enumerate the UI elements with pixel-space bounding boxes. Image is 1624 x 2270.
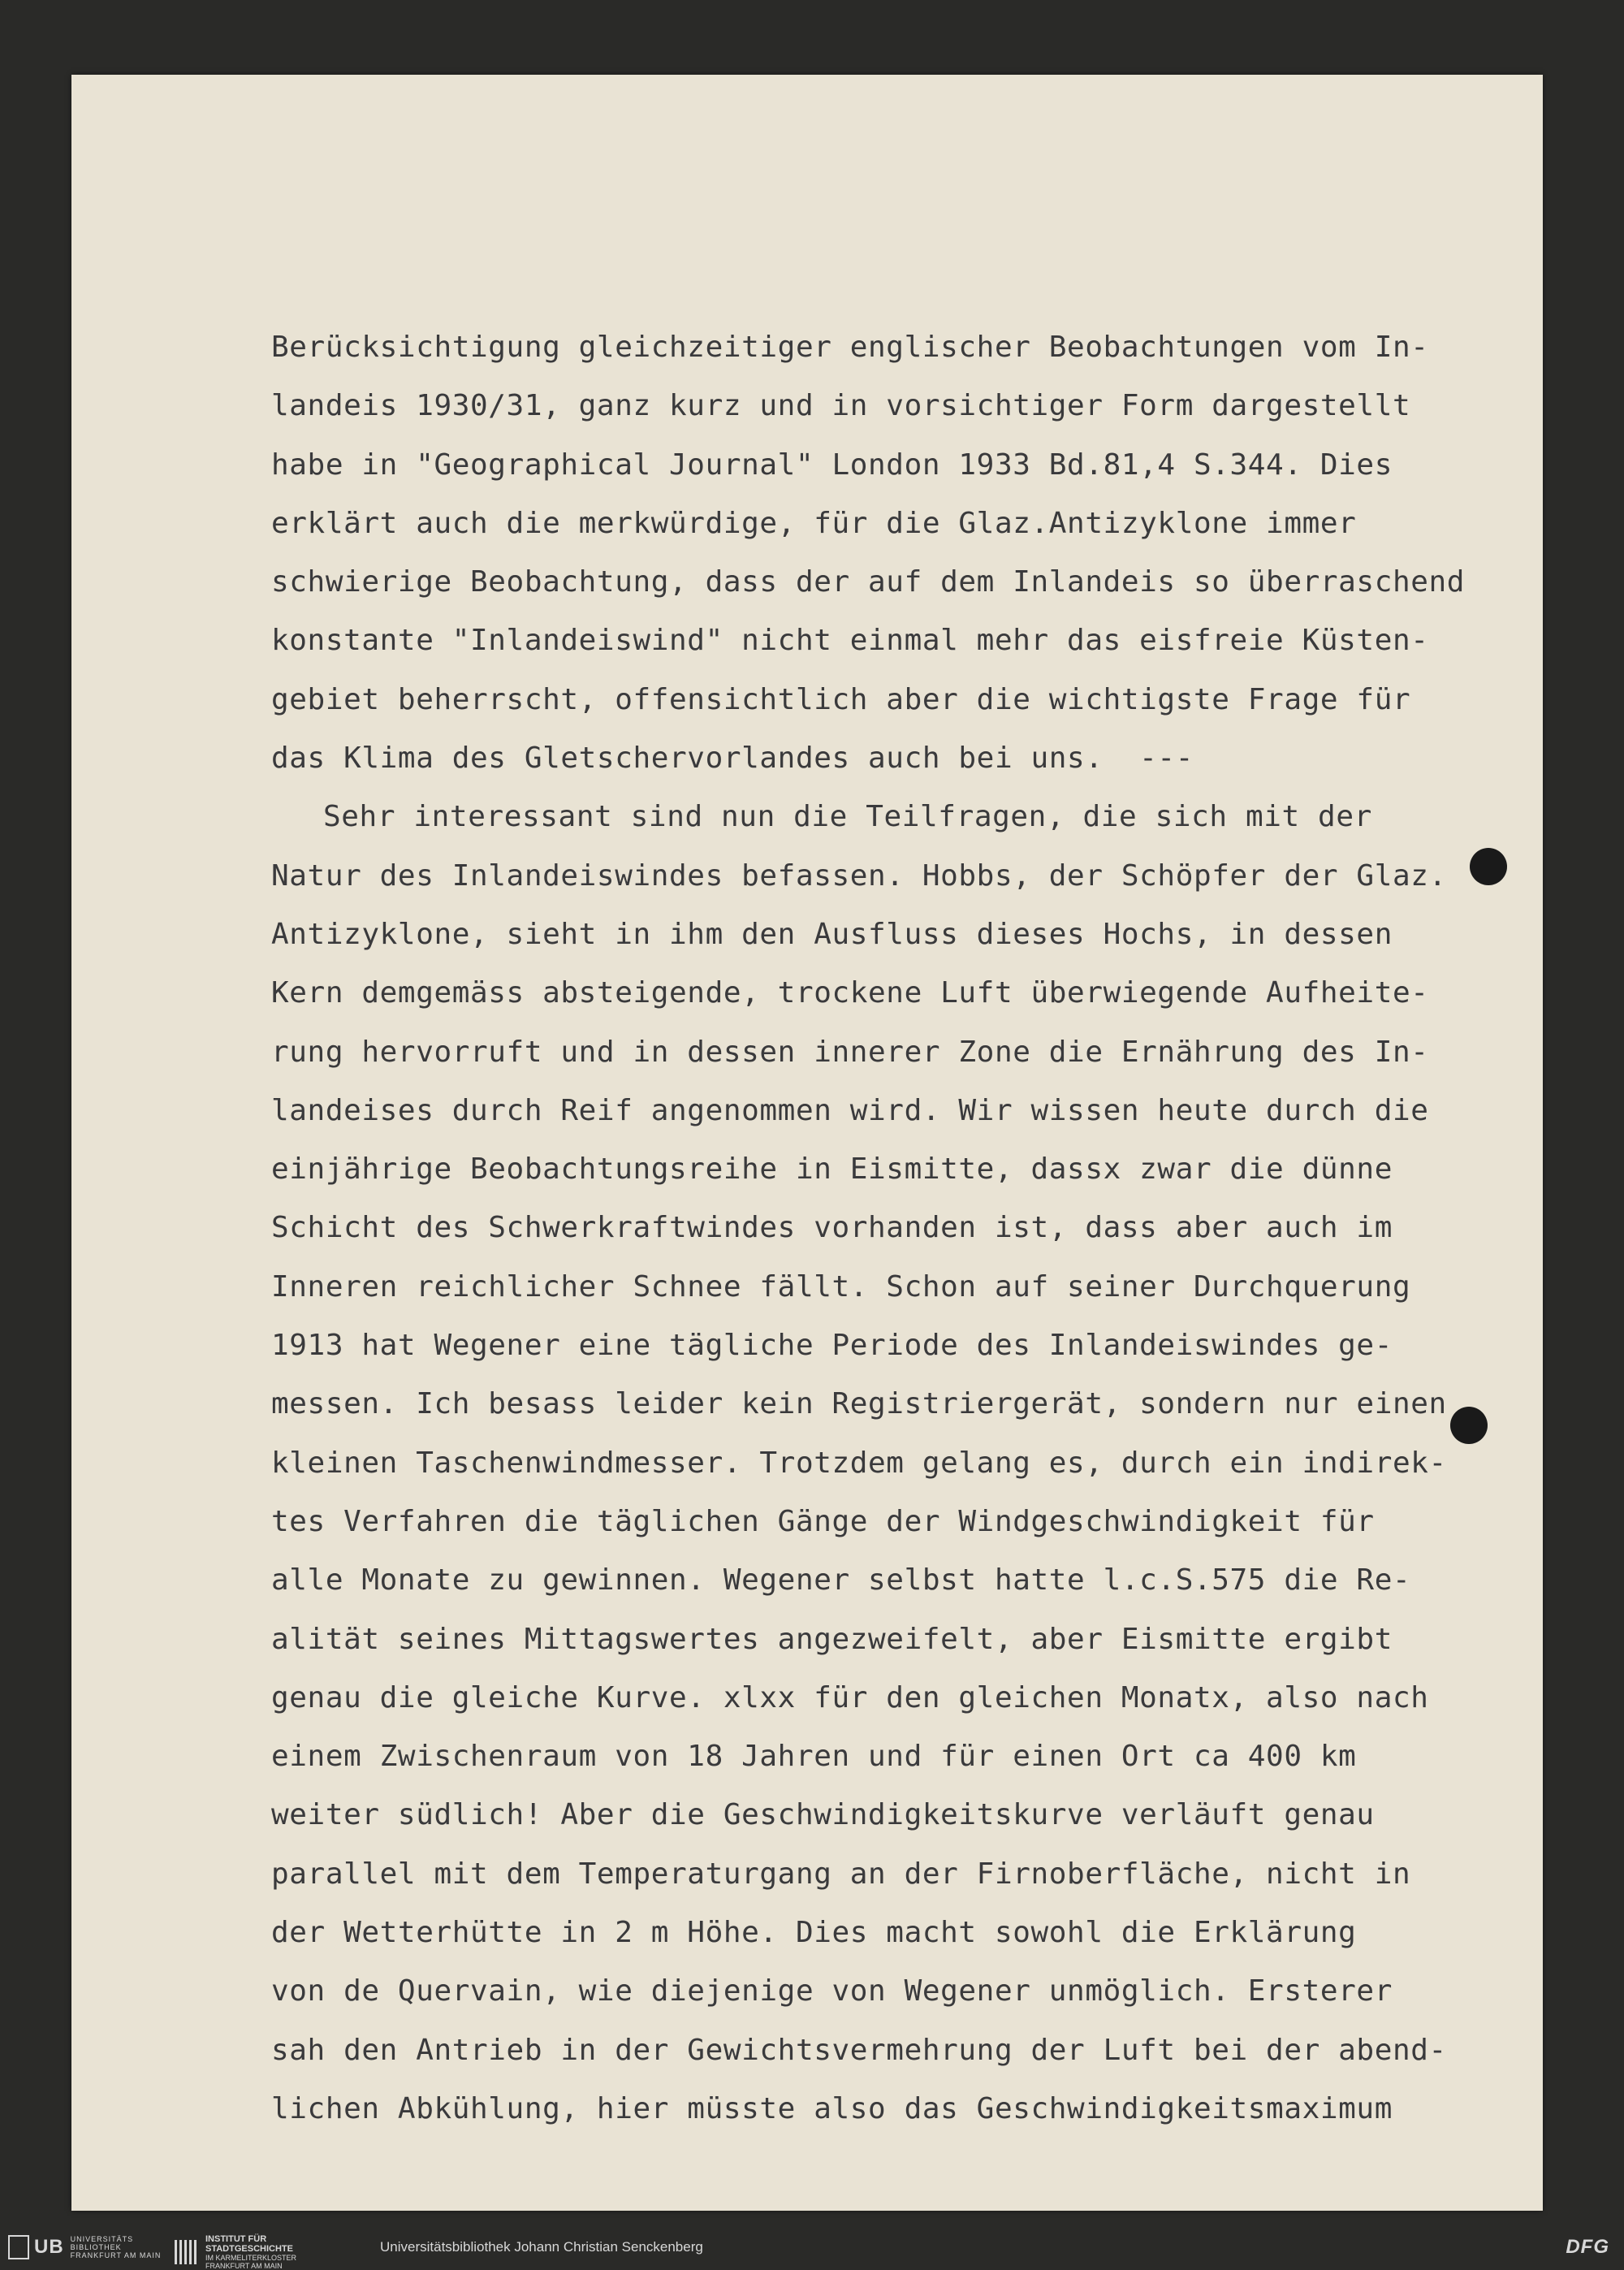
text-line: einem Zwischenraum von 18 Jahren und für einen Ort ca 400 km — [271, 1740, 1357, 1774]
text-line: 1913 hat Wegener eine tägliche Periode des Inlandeiswindes ge- — [271, 1329, 1393, 1363]
typed-text-body — [271, 318, 1538, 2138]
text-line: Natur des Inlandeiswindes befassen. Hobbs, der Schöpfer der Glaz. — [271, 858, 1447, 893]
ifs-text — [205, 2234, 296, 2270]
text-line: landeis 1930/31, ganz kurz und in vorsichtiger Form dargestellt — [271, 389, 1411, 423]
text-line: landeises durch Reif angenommen wird. Wir wissen heute durch die — [271, 1093, 1429, 1127]
ub-line: BIBLIOTHEK — [70, 2243, 122, 2251]
text-line: Inneren reichlicher Schnee fällt. Schon auf seiner Durchquerung — [271, 1269, 1411, 1304]
library-name: Universitätsbibliothek Johann Christian Senckenberg — [380, 2239, 703, 2255]
text-line: genau die gleiche Kurve. xlxx für den gleichen Monatx, also nach — [271, 1680, 1429, 1714]
text-line: das Klima des Gletschervorlandes auch bei uns. --- — [271, 742, 1194, 776]
text-line: Berücksichtigung gleichzeitiger englischer Beobachtungen vom In- — [271, 331, 1429, 364]
text-line: Schicht des Schwerkraftwindes vorhanden ist, dass aber auch im — [271, 1211, 1393, 1245]
ub-letters: UB — [34, 2236, 64, 2258]
text-line: Kern demgemäss absteigende, trockene Luft überwiegende Aufheite- — [271, 976, 1429, 1010]
ifs-line: STADTGESCHICHTE — [205, 2244, 293, 2254]
text-line: weiter südlich! Aber die Geschwindigkeitskurve verläuft genau — [271, 1798, 1375, 1832]
ub-line: UNIVERSITÄTS — [70, 2235, 134, 2243]
text-line: der Wetterhütte in 2 m Höhe. Dies macht sowohl die Erklärung — [271, 1916, 1357, 1950]
text-line: alität seines Mittagswertes angezweifelt, aber Eismitte ergibt — [271, 1622, 1393, 1656]
text-line: habe in "Geographical Journal" London 1933 Bd.81,4 S.344. Dies — [271, 448, 1393, 482]
ub-line: FRANKFURT AM MAIN — [70, 2251, 162, 2259]
dfg-logo: DFG — [1566, 2236, 1609, 2258]
punch-hole-top — [1470, 848, 1507, 885]
document-page — [71, 75, 1543, 2211]
ub-text — [71, 2235, 162, 2259]
text-line: lichen Abkühlung, hier müsste also das Geschwindigkeitsmaximum — [271, 2091, 1393, 2125]
ifs-line: IM KARMELITERKLOSTER — [205, 2254, 297, 2262]
text-line: kleinen Taschenwindmesser. Trotzdem gelang es, durch ein indirek- — [271, 1446, 1447, 1480]
text-line: einjährige Beobachtungsreihe in Eismitte, dassx zwar die dünne — [271, 1152, 1393, 1187]
text-line: messen. Ich besass leider kein Registriergerät, sondern nur einen — [271, 1387, 1447, 1421]
text-line: Sehr interessant sind nun die Teilfragen, die sich mit der — [323, 800, 1372, 834]
text-line: konstante "Inlandeiswind" nicht einmal mehr das eisfreie Küsten- — [271, 624, 1429, 658]
ifs-line: INSTITUT FÜR — [205, 2234, 267, 2244]
text-line: parallel mit dem Temperaturgang an der Firnoberfläche, nicht in — [271, 1857, 1411, 1891]
ifs-emblem-icon — [175, 2240, 199, 2264]
ub-logo — [8, 2234, 161, 2260]
ifs-line: FRANKFURT AM MAIN — [205, 2262, 283, 2270]
ub-emblem-icon — [8, 2235, 29, 2259]
text-line: gebiet beherrscht, offensichtlich aber die wichtigste Frage für — [271, 682, 1411, 716]
text-line: schwierige Beobachtung, dass der auf dem Inlandeis so überraschend — [271, 565, 1466, 599]
text-line: Antizyklone, sieht in ihm den Ausfluss dieses Hochs, in dessen — [271, 917, 1393, 951]
text-line: alle Monate zu gewinnen. Wegener selbst hatte l.c.S.575 die Re- — [271, 1563, 1411, 1598]
punch-hole-bottom — [1450, 1407, 1488, 1444]
text-line: von de Quervain, wie diejenige von Wegener unmöglich. Ersterer — [271, 1974, 1393, 2008]
text-line: sah den Antrieb in der Gewichtsvermehrung der Luft bei der abend- — [271, 2033, 1447, 2067]
text-line: rung hervorruft und in dessen innerer Zone die Ernährung des In- — [271, 1035, 1429, 1069]
text-line: erklärt auch die merkwürdige, für die Glaz.Antizyklone immer — [271, 506, 1357, 540]
ifs-logo — [175, 2234, 296, 2270]
text-line: tes Verfahren die täglichen Gänge der Windgeschwindigkeit für — [271, 1504, 1375, 1538]
footer-bar — [0, 2229, 1624, 2270]
